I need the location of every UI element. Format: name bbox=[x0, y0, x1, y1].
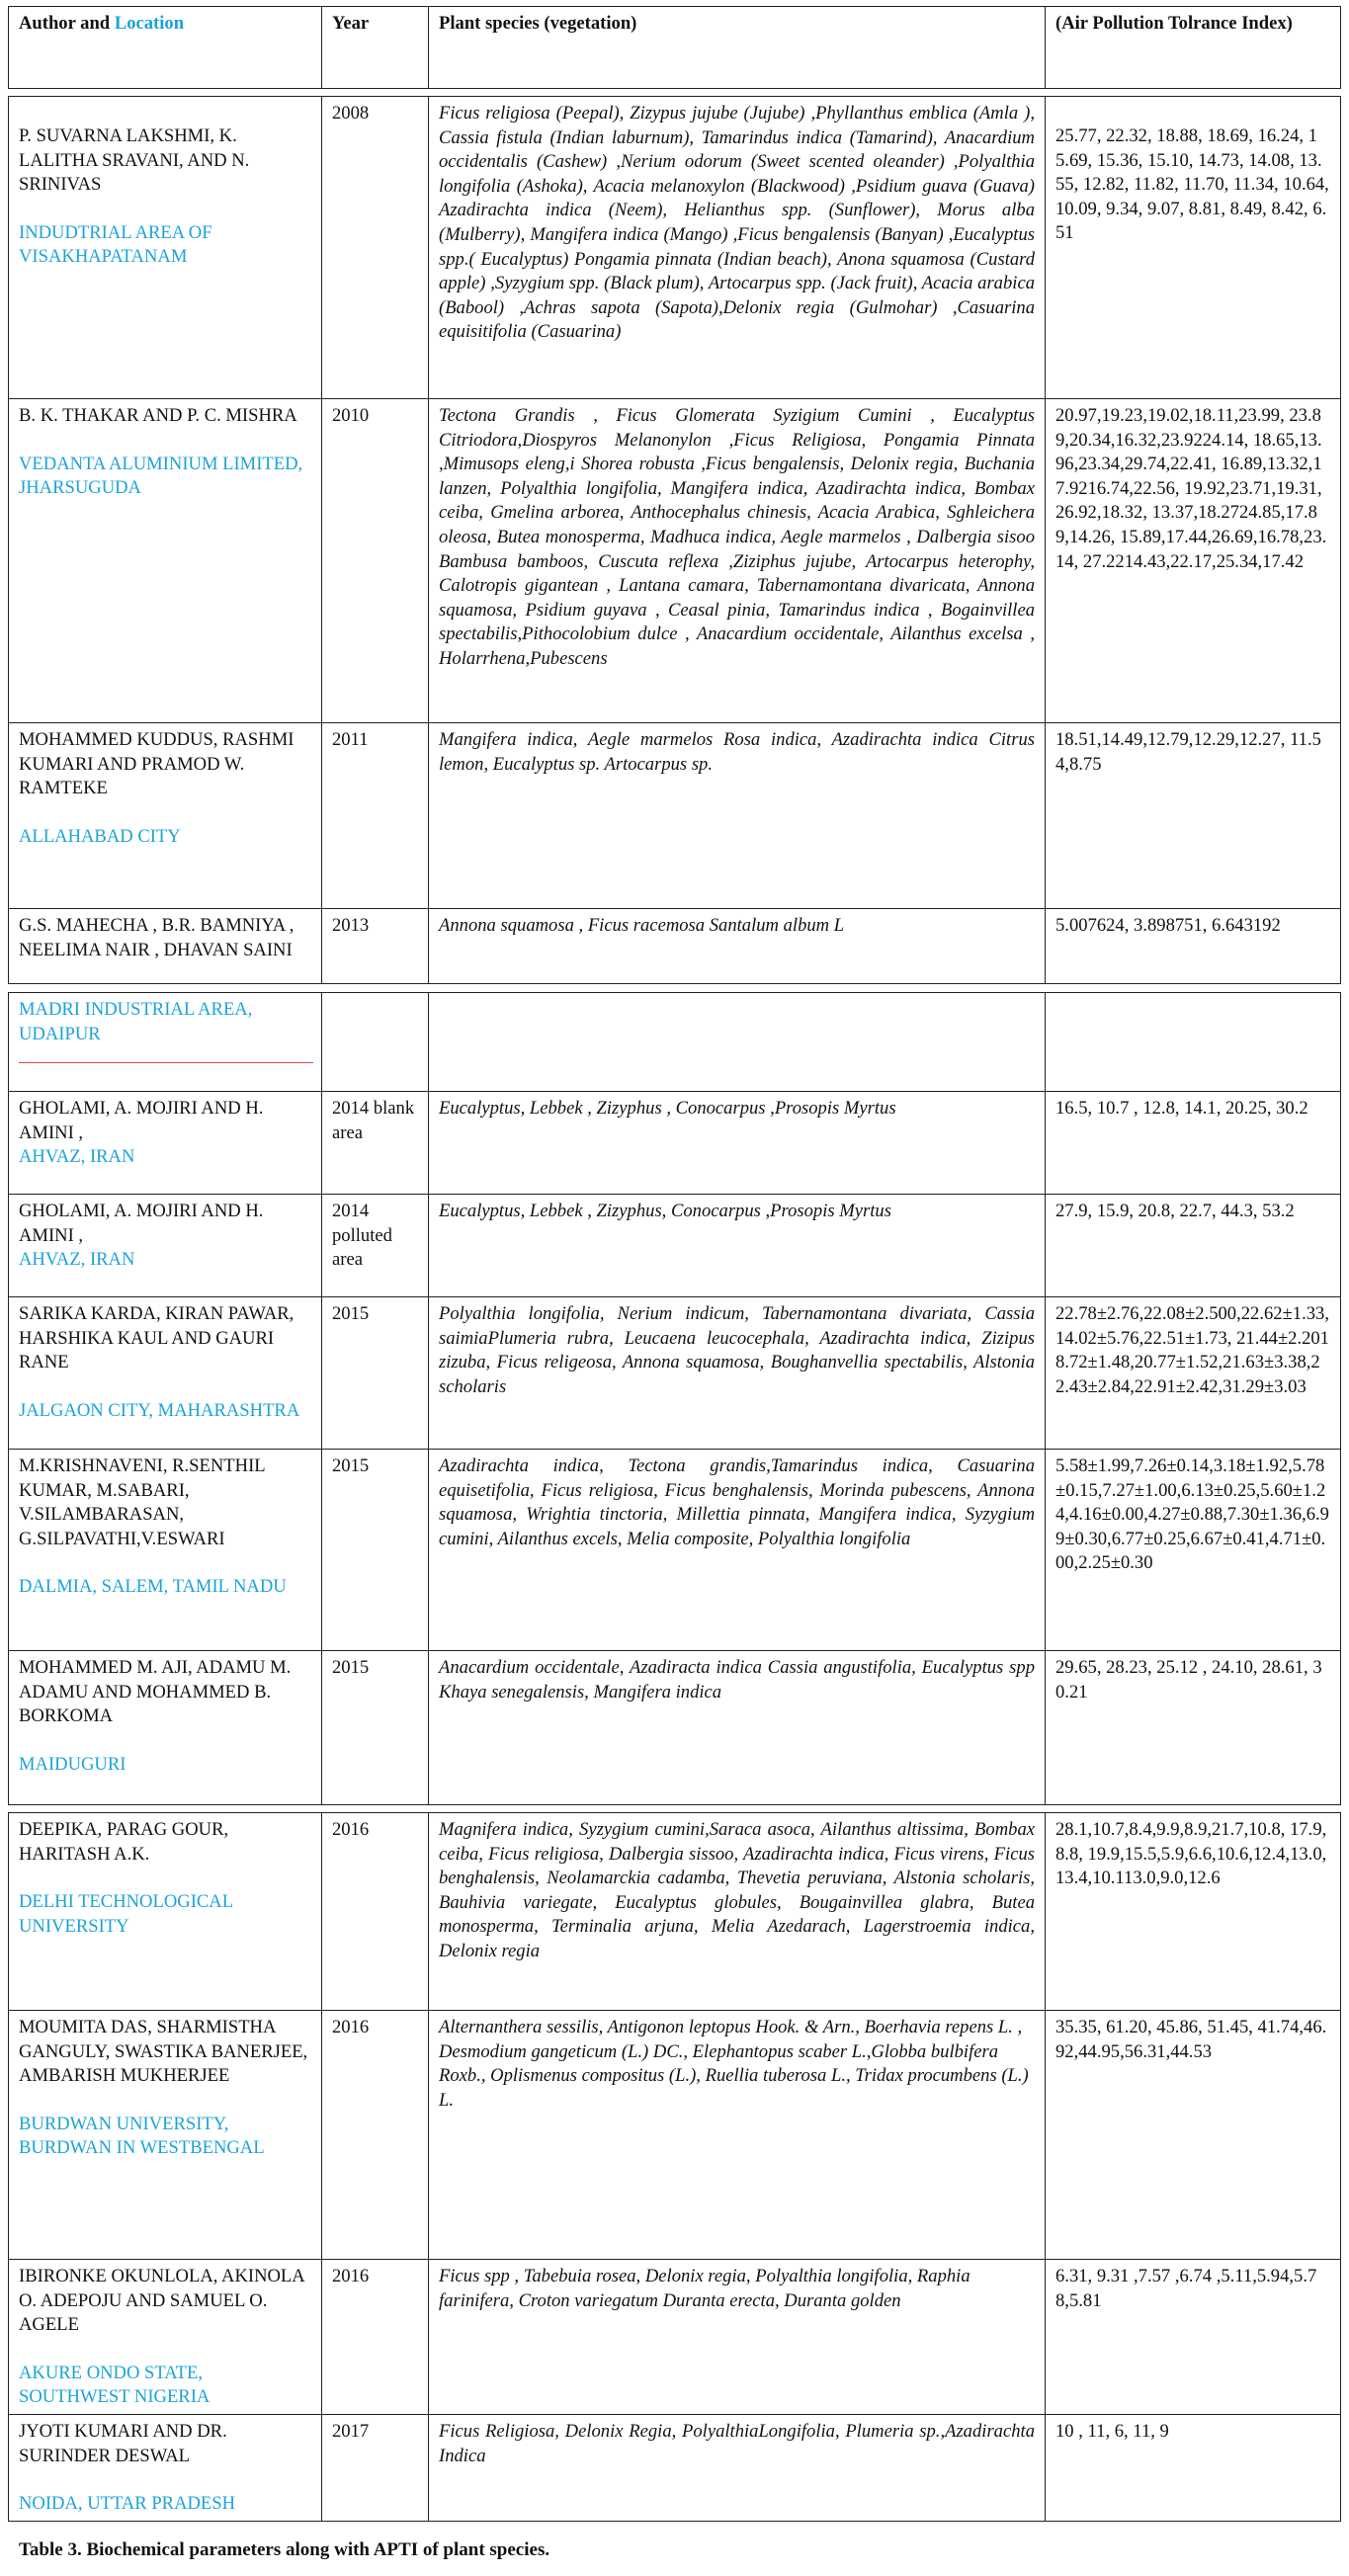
species-cell: Mangifera indica, Aegle marmelos Rosa indica, Azadirachta indica Citrus lemon, Eucalyptus sp. Artocarpus sp. bbox=[429, 723, 1046, 909]
year-cell: 2008 bbox=[322, 97, 429, 399]
year-cell: 2011 bbox=[322, 723, 429, 909]
apti-cell: 5.58±1.99,7.26±0.14,3.18±1.92,5.78±0.15,7.27±1.00,6.13±0.25,5.60±1.24,4.16±0.00,4.27±0.88,7.30±1.36,6.99±0.30,6.77±0.25,6.67±0.41,4.71±0.00,2.25±0.30 bbox=[1046, 1450, 1341, 1651]
author-cell bbox=[9, 2414, 322, 2521]
table-row bbox=[9, 2414, 1341, 2521]
location-name: NOIDA, UTTAR PRADESH bbox=[19, 2493, 236, 2515]
apti-cell: 35.35, 61.20, 45.86, 51.45, 41.74,46.92,44.95,56.31,44.53 bbox=[1046, 2011, 1341, 2260]
year-cell: 2014 polluted area bbox=[322, 1195, 429, 1297]
year-cell: 2010 bbox=[322, 399, 429, 723]
year-cell: 2015 bbox=[322, 1651, 429, 1805]
table-row bbox=[9, 1651, 1341, 1805]
author-cell bbox=[9, 1297, 322, 1450]
apti-cell: 5.007624, 3.898751, 6.643192 bbox=[1046, 909, 1341, 984]
accent-underline bbox=[19, 1062, 313, 1063]
table-row bbox=[9, 723, 1341, 909]
apti-cell: 18.51,14.49,12.79,12.29,12.27, 11.54,8.75 bbox=[1046, 723, 1341, 909]
species-cell: Azadirachta indica, Tectona grandis,Tamarindus indica, Casuarina equisetifolia, Ficus religiosa, Ficus benghalensis, Morinda pubescens, Annona squamosa, Wrightia tinctoria, Millettia pinnata, Mangifera indica, Syzygium cumini, Ailanthus excels, Melia composite, Polyalthia longifolia bbox=[429, 1450, 1046, 1651]
author-cell bbox=[9, 1195, 322, 1297]
header-table bbox=[8, 6, 1341, 89]
author-names: MOHAMMED KUDDUS, RASHMI KUMARI AND PRAMOD W. RAMTEKE bbox=[19, 729, 295, 799]
species-cell: Tectona Grandis , Ficus Glomerata Syzigium Cumini , Eucalyptus Citriodora,Diospyros Melanonylon ,Ficus Religiosa, Pongamia Pinnata ,Mimusops eleng,i Shorea robusta ,Ficus bengalensis, Delonix regia, Buchania lanzen, Polyalthia longifolia, Mangifera indica, Azadirachta indica, Bombax ceiba, Gmelina arborea, Anthocephalus chinesis, Acacia Arabica, Sghleichera oleosa, Butea monosperma, Madhuca indica, Aegle marmelos , Dalbergia sisoo Bambusa bamboos, Cuscuta reflexa ,Ziziphus jujube, Artocarpus heterophy, Calotropis gigantean , Lantana camara, Tabernamontana divaricata, Annona squamosa, Psidium guyava , Ceasal pinia, Tamarindus indica , Bogainvillea spectabilis,Pithocolobium dulce , Anacardium occidentale, Ailanthus excelsa , Holarrhena,Pubescens bbox=[429, 399, 1046, 723]
apti-cell: 10 , 11, 6, 11, 9 bbox=[1046, 2414, 1341, 2521]
apti-cell: 16.5, 10.7 , 12.8, 14.1, 20.25, 30.2 bbox=[1046, 1092, 1341, 1195]
species-cell: Polyalthia longifolia, Nerium indicum, Tabernamontana divariata, Cassia saimiaPlumeria rubra, Leucaena leucocephala, Azadirachta indica, Zizipus zizuba, Ficus religeosa, Annona squamosa, Boughanvellia spectabilis, Alstonia scholaris bbox=[429, 1297, 1046, 1450]
location-name: INDUDTRIAL AREA OF VISAKHAPATANAM bbox=[19, 221, 212, 268]
author-cell bbox=[9, 723, 322, 909]
table-row bbox=[9, 993, 1341, 1092]
table-row bbox=[9, 1450, 1341, 1651]
apti-cell: 20.97,19.23,19.02,18.11,23.99, 23.89,20.34,16.32,23.9224.14, 18.65,13.96,23.34,29.74,22.41, 16.89,13.32,17.9216.74,22.56, 19.92,23.71,19.31,26.92,18.32, 13.37,18.2724.85,17.89,14.26, 15.89,17.44,26.69,16.78,23.14, 27.2214.43,22.17,25.34,17.42 bbox=[1046, 399, 1341, 723]
table-row bbox=[9, 2260, 1341, 2415]
table-caption: Table 3. Biochemical parameters along with APTI of plant species. bbox=[19, 2539, 550, 2560]
location-name: ALLAHABAD CITY bbox=[19, 825, 181, 847]
location-name: AHVAZ, IRAN bbox=[19, 1249, 135, 1271]
author-names: IBIRONKE OKUNLOLA, AKINOLA O. ADEPOJU AND SAMUEL O. AGELE bbox=[19, 2266, 304, 2336]
species-cell: Ficus religiosa (Peepal), Zizypus jujube (Jujube) ,Phyllanthus emblica (Amla ), Cassia fistula (Indian laburnum), Tamarindus indica (Tamarind), Anacardium occidentalis (Cashew) ,Nerium odorum (Sweet scented oleander) ,Polyalthia longifolia (Ashoka), Acacia melanoxylon (Blackwood) ,Psidium guava (Guava) Azadirachta indica (Neem), Helianthus spp. (Sunflower), Morus alba (Mulberry), Mangifera indica (Mango) ,Ficus bengalensis (Banyan) ,Eucalyptus spp.( Eucalyptus) Pongamia pinnata (Indian beach), Anona squamosa (Custard apple) ,Syzygium spp. (Black plum), Artocarpus spp. (Jack fruit), Acacia arabica (Babool) ,Achras sapota (Sapota),Delonix regia (Gulmohar) ,Casuarina equisitifolia (Casuarina) bbox=[429, 97, 1046, 399]
author-names: G.S. MAHECHA , B.R. BAMNIYA , NEELIMA NAIR , DHAVAN SAINI bbox=[19, 915, 295, 960]
year-cell: 2016 bbox=[322, 1813, 429, 2011]
location-name: VEDANTA ALUMINIUM LIMITED, JHARSUGUDA bbox=[19, 453, 303, 499]
table-row bbox=[9, 1297, 1341, 1450]
year-cell: 2015 bbox=[322, 1450, 429, 1651]
table-row bbox=[9, 909, 1341, 984]
table-section-2 bbox=[8, 992, 1341, 1805]
author-names: GHOLAMI, A. MOJIRI AND H. AMINI , bbox=[19, 1201, 264, 1246]
author-cell bbox=[9, 2011, 322, 2260]
year-cell: 2017 bbox=[322, 2414, 429, 2521]
table-section-3 bbox=[8, 1812, 1341, 2522]
year-cell bbox=[322, 993, 429, 1092]
author-cell bbox=[9, 1450, 322, 1651]
species-cell: Eucalyptus, Lebbek , Zizyphus , Conocarpus ,Prosopis Myrtus bbox=[429, 1092, 1046, 1195]
location-name: AKURE ONDO STATE, SOUTHWEST NIGERIA bbox=[19, 2362, 211, 2408]
author-names: P. SUVARNA LAKSHMI, K. LALITHA SRAVANI, AND N. SRINIVAS bbox=[19, 125, 250, 196]
author-cell bbox=[9, 1092, 322, 1195]
year-cell: 2013 bbox=[322, 909, 429, 984]
author-cell bbox=[9, 2260, 322, 2415]
table-row bbox=[9, 399, 1341, 723]
apti-cell: 25.77, 22.32, 18.88, 18.69, 16.24, 15.69, 15.36, 15.10, 14.73, 14.08, 13.55, 12.82, 11.82, 11.70, 11.34, 10.64, 10.09, 9.34, 9.07, 8.81, 8.49, 8.42, 6.51 bbox=[1046, 97, 1341, 399]
header-species: Plant species (vegetation) bbox=[429, 7, 1046, 89]
year-cell: 2014 blank area bbox=[322, 1092, 429, 1195]
author-names: SARIKA KARDA, KIRAN PAWAR, HARSHIKA KAUL AND GAURI RANE bbox=[19, 1303, 295, 1373]
location-name: JALGAON CITY, MAHARASHTRA bbox=[19, 1399, 300, 1421]
author-names: M.KRISHNAVENI, R.SENTHIL KUMAR, M.SABARI, V.SILAMBARASAN, G.SILPAVATHI,V.ESWARI bbox=[19, 1455, 265, 1549]
apti-cell: 27.9, 15.9, 20.8, 22.7, 44.3, 53.2 bbox=[1046, 1195, 1341, 1297]
species-cell: Annona squamosa , Ficus racemosa Santalum album L bbox=[429, 909, 1046, 984]
location-name: DALMIA, SALEM, TAMIL NADU bbox=[19, 1576, 287, 1598]
table-row bbox=[9, 2011, 1341, 2260]
header-year: Year bbox=[322, 7, 429, 89]
apti-cell bbox=[1046, 993, 1341, 1092]
apti-cell: 6.31, 9.31 ,7.57 ,6.74 ,5.11,5.94,5.78,5.81 bbox=[1046, 2260, 1341, 2415]
header-location-label: Location bbox=[114, 13, 185, 34]
location-name: BURDWAN UNIVERSITY, BURDWAN IN WESTBENGAL bbox=[19, 2113, 265, 2159]
year-cell: 2016 bbox=[322, 2260, 429, 2415]
author-names: JYOTI KUMARI AND DR. SURINDER DESWAL bbox=[19, 2420, 227, 2466]
location-name: AHVAZ, IRAN bbox=[19, 1146, 135, 1168]
species-cell: Magnifera indica, Syzygium cumini,Saraca asoca, Ailanthus altissima, Bombax ceiba, Ficus religiosa, Dalbergia sissoo, Azadirachta indica, Ficus virens, Ficus benghalensis, Neolamarckia cadamba, Thevetia peruviana, Alstonia scholaris, Bauhivia variegate, Eucalyptus globules, Bougainvillea glabra, Butea monosperma, Terminalia arjuna, Melia Azedarach, Lagerstroemia indica, Delonix regia bbox=[429, 1813, 1046, 2011]
species-cell: Alternanthera sessilis, Antigonon leptopus Hook. & Arn., Boerhavia repens L. , Desmodium gangeticum (L.) DC., Elephantopus scaber L.,Globba bulbifera Roxb., Oplismenus compositus (L.), Ruellia tuberosa L., Tridax procumbens (L.) L. bbox=[429, 2011, 1046, 2260]
table-row bbox=[9, 1092, 1341, 1195]
species-cell bbox=[429, 993, 1046, 1092]
author-cell bbox=[9, 97, 322, 399]
author-names: DEEPIKA, PARAG GOUR, HARITASH A.K. bbox=[19, 1819, 229, 1865]
species-cell: Ficus spp , Tabebuia rosea, Delonix regia, Polyalthia longifolia, Raphia farinifera, Croton variegatum Duranta erecta, Duranta golden bbox=[429, 2260, 1046, 2415]
species-cell: Ficus Religiosa, Delonix Regia, PolyalthiaLongifolia, Plumeria sp.,Azadirachta Indica bbox=[429, 2414, 1046, 2521]
author-cell bbox=[9, 1813, 322, 2011]
species-cell: Anacardium occidentale, Azadiracta indica Cassia angustifolia, Eucalyptus spp Khaya senegalensis, Mangifera indica bbox=[429, 1651, 1046, 1805]
table-row bbox=[9, 1813, 1341, 2011]
header-author-location bbox=[9, 7, 322, 89]
header-author-label: Author and bbox=[19, 13, 111, 34]
year-cell: 2016 bbox=[322, 2011, 429, 2260]
location-name: DELHI TECHNOLOGICAL UNIVERSITY bbox=[19, 1891, 233, 1937]
table-row bbox=[9, 1195, 1341, 1297]
author-cell bbox=[9, 399, 322, 723]
table-row bbox=[9, 97, 1341, 399]
apti-cell: 22.78±2.76,22.08±2.500,22.62±1.33,14.02±5.76,22.51±1.73, 21.44±2.2018.72±1.48,20.77±1.52,21.63±3.38,22.43±2.84,22.91±2.42,31.29±3.03 bbox=[1046, 1297, 1341, 1450]
author-names: MOHAMMED M. AJI, ADAMU M. ADAMU AND MOHAMMED B. BORKOMA bbox=[19, 1657, 292, 1727]
location-name: MADRI INDUSTRIAL AREA, UDAIPUR bbox=[19, 999, 253, 1044]
author-names: B. K. THAKAR AND P. C. MISHRA bbox=[19, 405, 297, 426]
apti-cell: 29.65, 28.23, 25.12 , 24.10, 28.61, 30.21 bbox=[1046, 1651, 1341, 1805]
header-apti: (Air Pollution Tolrance Index) bbox=[1046, 7, 1341, 89]
year-cell: 2015 bbox=[322, 1297, 429, 1450]
location-cell bbox=[9, 993, 322, 1092]
author-cell bbox=[9, 1651, 322, 1805]
author-names: MOUMITA DAS, SHARMISTHA GANGULY, SWASTIKA BANERJEE, AMBARISH MUKHERJEE bbox=[19, 2017, 308, 2087]
author-names: GHOLAMI, A. MOJIRI AND H. AMINI , bbox=[19, 1098, 264, 1143]
author-cell bbox=[9, 909, 322, 984]
species-cell: Eucalyptus, Lebbek , Zizyphus, Conocarpus ,Prosopis Myrtus bbox=[429, 1195, 1046, 1297]
apti-cell: 28.1,10.7,8.4,9.9,8.9,21.7,10.8, 17.9,8.8, 19.9,15.5,5.9,6.6,10.6,12.4,13.0,13.4,10.113.0,9.0,12.6 bbox=[1046, 1813, 1341, 2011]
table-section-1 bbox=[8, 96, 1341, 984]
header-row bbox=[9, 7, 1341, 89]
location-name: MAIDUGURI bbox=[19, 1753, 126, 1775]
